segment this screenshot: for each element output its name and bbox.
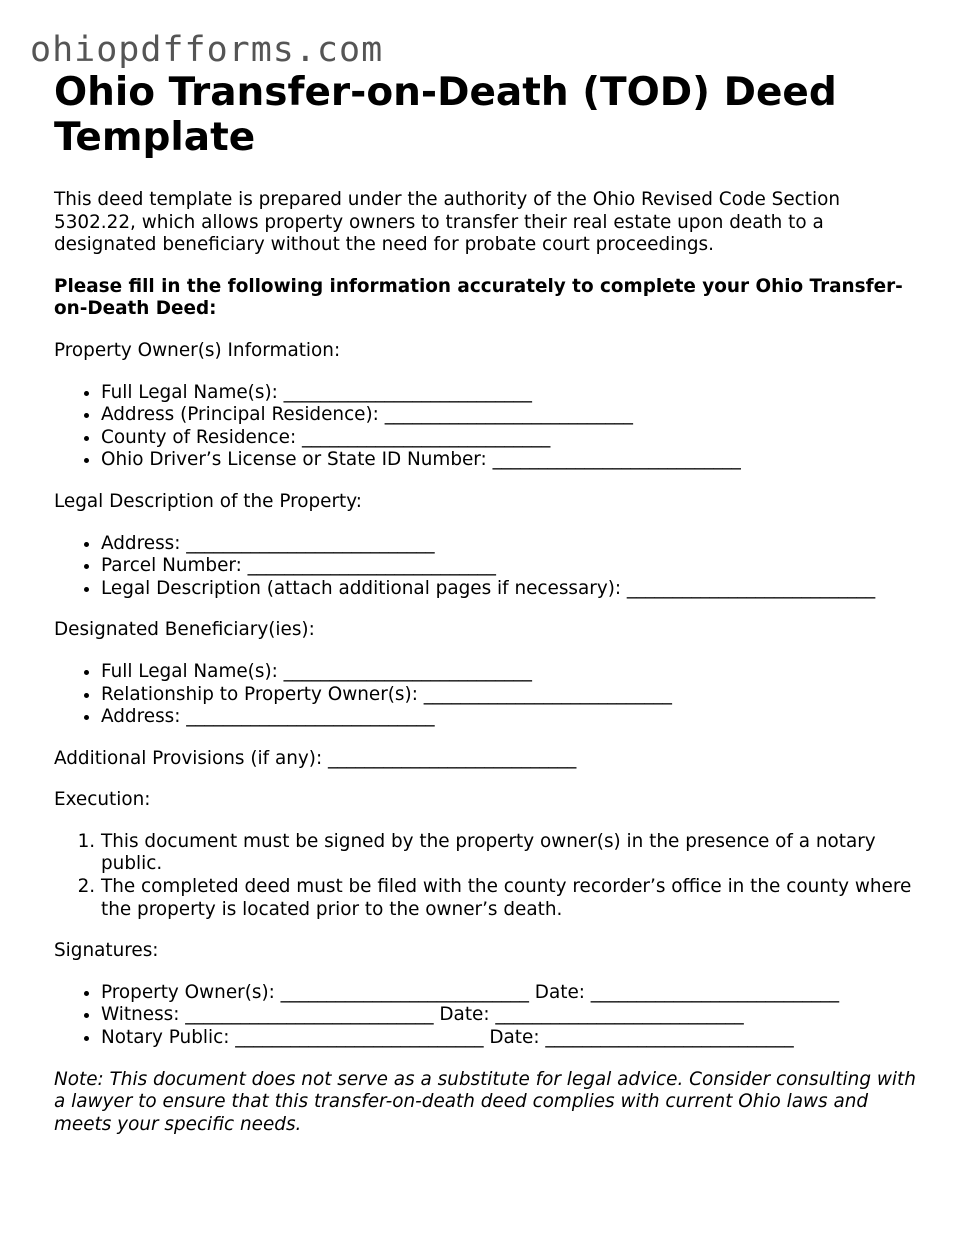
owner-address-field: • Address (Principal Residence): ___________________________ <box>101 404 924 427</box>
beneficiary-name-field: • Full Legal Name(s): ___________________________ <box>101 661 924 684</box>
instruction-text: Please fill in the following information accurately to complete your Ohio Transfer-on-Death Deed: <box>54 275 903 320</box>
owner-signature-field: • Property Owner(s): ___________________________ Date: ___________________________ <box>101 982 924 1005</box>
owner-field-list <box>54 382 924 472</box>
execution-item: 2. The completed deed must be filed with the county recorder’s office in the county where the property is located prior to the owner’s death. <box>101 876 924 921</box>
intro-paragraph: This deed template is prepared under the authority of the Ohio Revised Code Section 5302.22, which allows property owners to transfer their real estate upon death to a designated beneficiary without the need for probate court proceedings. <box>54 189 840 256</box>
property-field-list <box>54 533 924 601</box>
property-section-label: Legal Description of the Property: <box>54 490 362 512</box>
property-parcel-field: • Parcel Number: ___________________________ <box>101 555 924 578</box>
beneficiary-section-label: Designated Beneficiary(ies): <box>54 619 315 641</box>
beneficiary-relationship-field: • Relationship to Property Owner(s): ___________________________ <box>101 684 924 707</box>
owner-license-field: • Ohio Driver’s License or State ID Number: ___________________________ <box>101 449 924 472</box>
document-title: Ohio Transfer-on-Death (TOD) Deed Template <box>54 70 837 160</box>
witness-signature-field: • Witness: ___________________________ Date: ___________________________ <box>101 1004 924 1027</box>
document-body <box>54 70 924 1136</box>
execution-section-label: Execution: <box>54 789 151 811</box>
watermark-text: ohiopdfforms.com <box>30 30 384 70</box>
beneficiary-field-list <box>54 661 924 729</box>
property-legal-description-field: • Legal Description (attach additional pages if necessary): ___________________________ <box>101 578 924 601</box>
legal-note: Note: This document does not serve as a substitute for legal advice. Consider consulting with a lawyer to ensure that this transfer-on-death deed complies with current Ohio laws and meets your specific needs. <box>54 1068 916 1135</box>
beneficiary-address-field: • Address: ___________________________ <box>101 706 924 729</box>
signature-field-list <box>54 982 924 1050</box>
owner-name-field: • Full Legal Name(s): ___________________________ <box>101 382 924 405</box>
notary-signature-field: • Notary Public: ___________________________ Date: ___________________________ <box>101 1027 924 1050</box>
owner-county-field: • County of Residence: ___________________________ <box>101 427 924 450</box>
execution-item: 1. This document must be signed by the property owner(s) in the presence of a notary public. <box>101 831 924 876</box>
property-address-field: • Address: ___________________________ <box>101 533 924 556</box>
execution-list <box>54 831 924 921</box>
owner-section-label: Property Owner(s) Information: <box>54 339 341 361</box>
signatures-section-label: Signatures: <box>54 940 159 962</box>
additional-provisions-field: Additional Provisions (if any): ___________________________ <box>54 747 577 769</box>
